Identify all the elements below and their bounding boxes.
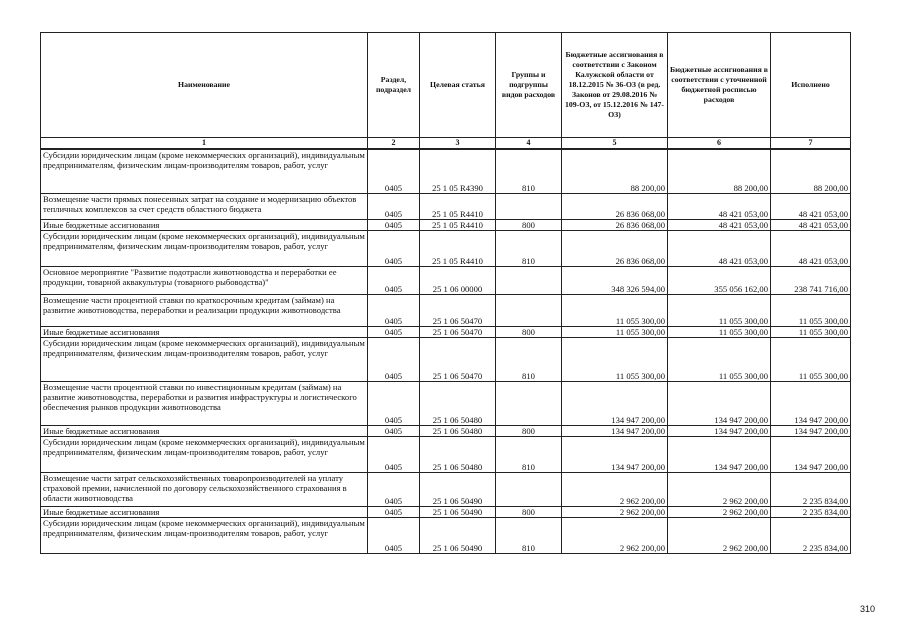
row-section: 0405 xyxy=(368,517,420,553)
row-target-article: 25 1 06 50480 xyxy=(420,381,496,425)
row-section: 0405 xyxy=(368,337,420,381)
row-section: 0405 xyxy=(368,193,420,219)
row-section: 0405 xyxy=(368,266,420,294)
header-refined-allocations: Бюджетные ассигнования в соответствии с уточненной бюджетной росписью расходов xyxy=(668,33,771,138)
row-name: Возмещение части процентной ставки по краткосрочным кредитам (займам) на развитие животноводства, переработки и реализации продукции животноводства xyxy=(41,294,368,326)
row-executed: 134 947 200,00 xyxy=(771,381,851,425)
column-number: 3 xyxy=(420,138,496,150)
row-name: Субсидии юридическим лицам (кроме некоммерческих организаций), индивидуальным предпринимателям, физическим лицам-производителям товаров, работ, услуг xyxy=(41,337,368,381)
table-row xyxy=(41,517,851,553)
row-executed: 2 235 834,00 xyxy=(771,506,851,517)
header-row xyxy=(41,33,851,138)
row-refined-allocation: 48 421 053,00 xyxy=(668,219,771,230)
row-refined-allocation: 88 200,00 xyxy=(668,149,771,193)
row-refined-allocation: 48 421 053,00 xyxy=(668,230,771,266)
row-name: Возмещение части затрат сельскохозяйственных товаропроизводителей на уплату страховой премии, начисленной по договору сельскохозяйственного страхования в области животноводства xyxy=(41,472,368,506)
row-target-article: 25 1 05 R4410 xyxy=(420,219,496,230)
row-expense-group: 800 xyxy=(496,326,562,337)
row-law-allocation: 134 947 200,00 xyxy=(562,381,668,425)
row-law-allocation: 134 947 200,00 xyxy=(562,436,668,472)
table-row xyxy=(41,266,851,294)
row-expense-group: 810 xyxy=(496,337,562,381)
row-executed: 134 947 200,00 xyxy=(771,425,851,436)
row-section: 0405 xyxy=(368,436,420,472)
row-section: 0405 xyxy=(368,149,420,193)
row-name: Иные бюджетные ассигнования xyxy=(41,326,368,337)
row-name: Основное мероприятие "Развитие подотрасли животноводства и переработки ее продукции, товарной аквакультуры (товарного рыбоводства)" xyxy=(41,266,368,294)
table-row xyxy=(41,472,851,506)
row-name: Субсидии юридическим лицам (кроме некоммерческих организаций), индивидуальным предпринимателям, физическим лицам-производителям товаров, работ, услуг xyxy=(41,436,368,472)
row-name: Иные бюджетные ассигнования xyxy=(41,506,368,517)
row-executed: 11 055 300,00 xyxy=(771,326,851,337)
table-row xyxy=(41,381,851,425)
row-section: 0405 xyxy=(368,326,420,337)
row-executed: 48 421 053,00 xyxy=(771,230,851,266)
row-section: 0405 xyxy=(368,425,420,436)
row-target-article: 25 1 06 50480 xyxy=(420,425,496,436)
row-law-allocation: 2 962 200,00 xyxy=(562,506,668,517)
row-target-article: 25 1 06 50490 xyxy=(420,506,496,517)
row-expense-group: 810 xyxy=(496,149,562,193)
row-target-article: 25 1 06 50490 xyxy=(420,472,496,506)
table-row xyxy=(41,149,851,193)
header-law-allocations: Бюджетные ассигнования в соответствии с Законом Калужской области от 18.12.2015 № 36-ОЗ (в ред. Законов от 29.08.2016 № 109-ОЗ, от 15.12.2016 № 147-ОЗ) xyxy=(562,33,668,138)
row-executed: 2 235 834,00 xyxy=(771,472,851,506)
row-target-article: 25 1 06 50470 xyxy=(420,294,496,326)
row-name: Возмещение части прямых понесенных затрат на создание и модернизацию объектов тепличных комплексов за счет средств областного бюджета xyxy=(41,193,368,219)
row-target-article: 25 1 05 R4410 xyxy=(420,193,496,219)
row-refined-allocation: 2 962 200,00 xyxy=(668,517,771,553)
row-refined-allocation: 134 947 200,00 xyxy=(668,381,771,425)
row-target-article: 25 1 05 R4410 xyxy=(420,230,496,266)
page-number: 310 xyxy=(860,604,876,614)
table-row xyxy=(41,193,851,219)
column-number: 6 xyxy=(668,138,771,150)
row-section: 0405 xyxy=(368,472,420,506)
row-refined-allocation: 11 055 300,00 xyxy=(668,337,771,381)
row-law-allocation: 88 200,00 xyxy=(562,149,668,193)
header-name: Наименование xyxy=(41,33,368,138)
column-number: 2 xyxy=(368,138,420,150)
table-row xyxy=(41,337,851,381)
row-section: 0405 xyxy=(368,381,420,425)
row-refined-allocation: 2 962 200,00 xyxy=(668,506,771,517)
row-expense-group: 810 xyxy=(496,230,562,266)
row-expense-group xyxy=(496,381,562,425)
table-row xyxy=(41,294,851,326)
row-law-allocation: 26 836 068,00 xyxy=(562,219,668,230)
row-executed: 88 200,00 xyxy=(771,149,851,193)
row-executed: 134 947 200,00 xyxy=(771,436,851,472)
table-row xyxy=(41,230,851,266)
row-law-allocation: 26 836 068,00 xyxy=(562,230,668,266)
row-section: 0405 xyxy=(368,230,420,266)
row-executed: 11 055 300,00 xyxy=(771,337,851,381)
table-row xyxy=(41,326,851,337)
row-name: Возмещение части процентной ставки по инвестиционным кредитам (займам) на развитие животноводства, переработки и развития инфраструктуры и логистического обеспечения рынков продукции животноводства xyxy=(41,381,368,425)
row-refined-allocation: 134 947 200,00 xyxy=(668,436,771,472)
row-executed: 238 741 716,00 xyxy=(771,266,851,294)
row-executed: 11 055 300,00 xyxy=(771,294,851,326)
row-expense-group: 800 xyxy=(496,425,562,436)
row-law-allocation: 11 055 300,00 xyxy=(562,294,668,326)
row-executed: 2 235 834,00 xyxy=(771,517,851,553)
row-name: Субсидии юридическим лицам (кроме некоммерческих организаций), индивидуальным предпринимателям, физическим лицам-производителям товаров, работ, услуг xyxy=(41,230,368,266)
row-refined-allocation: 11 055 300,00 xyxy=(668,294,771,326)
header-groups: Группы и подгруппы видов расходов xyxy=(496,33,562,138)
row-target-article: 25 1 06 50480 xyxy=(420,436,496,472)
row-name: Иные бюджетные ассигнования xyxy=(41,219,368,230)
table-body xyxy=(41,149,851,553)
row-refined-allocation: 11 055 300,00 xyxy=(668,326,771,337)
column-number: 4 xyxy=(496,138,562,150)
row-section: 0405 xyxy=(368,506,420,517)
row-name: Субсидии юридическим лицам (кроме некоммерческих организаций), индивидуальным предпринимателям, физическим лицам-производителям товаров, работ, услуг xyxy=(41,517,368,553)
row-expense-group: 800 xyxy=(496,219,562,230)
table-row xyxy=(41,219,851,230)
row-section: 0405 xyxy=(368,294,420,326)
row-law-allocation: 11 055 300,00 xyxy=(562,337,668,381)
row-target-article: 25 1 06 00000 xyxy=(420,266,496,294)
row-expense-group xyxy=(496,472,562,506)
row-refined-allocation: 134 947 200,00 xyxy=(668,425,771,436)
row-section: 0405 xyxy=(368,219,420,230)
row-expense-group xyxy=(496,193,562,219)
column-number-row xyxy=(41,138,851,150)
row-law-allocation: 2 962 200,00 xyxy=(562,517,668,553)
row-expense-group xyxy=(496,294,562,326)
row-refined-allocation: 355 056 162,00 xyxy=(668,266,771,294)
row-expense-group: 810 xyxy=(496,517,562,553)
row-expense-group: 800 xyxy=(496,506,562,517)
row-target-article: 25 1 06 50470 xyxy=(420,326,496,337)
row-name: Иные бюджетные ассигнования xyxy=(41,425,368,436)
table-row xyxy=(41,425,851,436)
column-number: 5 xyxy=(562,138,668,150)
table-row xyxy=(41,436,851,472)
row-target-article: 25 1 06 50490 xyxy=(420,517,496,553)
header-target: Целевая статья xyxy=(420,33,496,138)
row-law-allocation: 26 836 068,00 xyxy=(562,193,668,219)
header-section: Раздел, подраздел xyxy=(368,33,420,138)
header-executed: Исполнено xyxy=(771,33,851,138)
row-refined-allocation: 48 421 053,00 xyxy=(668,193,771,219)
column-number: 1 xyxy=(41,138,368,150)
row-law-allocation: 2 962 200,00 xyxy=(562,472,668,506)
row-law-allocation: 11 055 300,00 xyxy=(562,326,668,337)
row-target-article: 25 1 06 50470 xyxy=(420,337,496,381)
row-executed: 48 421 053,00 xyxy=(771,219,851,230)
column-number: 7 xyxy=(771,138,851,150)
row-name: Субсидии юридическим лицам (кроме некоммерческих организаций), индивидуальным предпринимателям, физическим лицам-производителям товаров, работ, услуг xyxy=(41,149,368,193)
row-refined-allocation: 2 962 200,00 xyxy=(668,472,771,506)
row-expense-group: 810 xyxy=(496,436,562,472)
row-expense-group xyxy=(496,266,562,294)
budget-table xyxy=(40,32,851,554)
row-law-allocation: 348 326 594,00 xyxy=(562,266,668,294)
table-row xyxy=(41,506,851,517)
row-law-allocation: 134 947 200,00 xyxy=(562,425,668,436)
row-target-article: 25 1 05 R4390 xyxy=(420,149,496,193)
row-executed: 48 421 053,00 xyxy=(771,193,851,219)
